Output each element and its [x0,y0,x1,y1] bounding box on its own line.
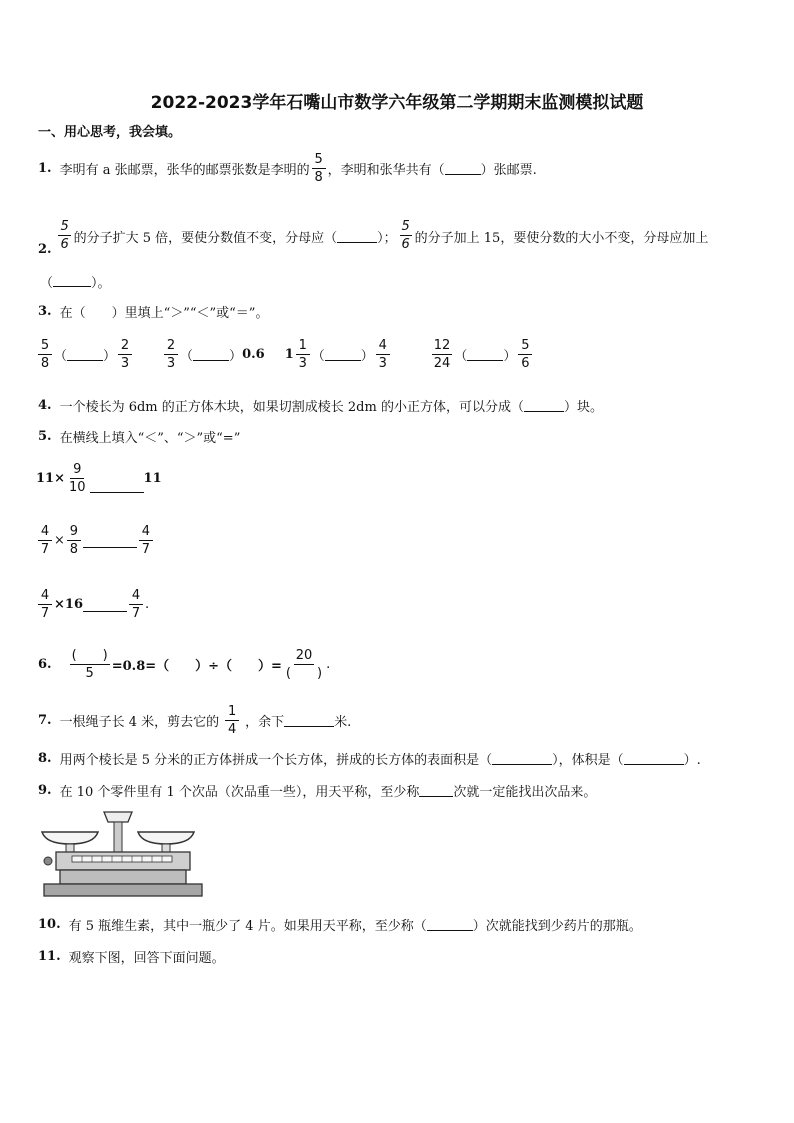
operator: × [54,533,65,548]
fraction [225,704,239,737]
denominator: 24 [433,356,451,371]
answer-blank[interactable] [83,535,137,548]
numerator: 5 [401,219,410,234]
numerator: 5 [312,152,326,169]
numerator: 9 [67,524,81,541]
answer-blank[interactable] [83,599,127,612]
question-number: 8. [38,751,52,766]
period: . [326,657,331,672]
answer-blank[interactable] [492,752,552,765]
numerator: 4 [38,524,52,541]
fraction [376,338,390,371]
numerator: 1 [296,338,310,355]
question-text: ，余下 [245,715,285,730]
section-heading: 一、用心思考，我会填。 [38,125,182,140]
denominator: 3 [298,356,307,371]
answer-blank[interactable] [193,348,229,361]
question-text: ），体积是（ [552,753,624,768]
denominator: 8 [40,356,50,371]
balance-scale-image [38,808,208,900]
answer-blank[interactable] [53,274,91,287]
question-9 [38,781,596,800]
question-number: 7. [38,713,52,728]
question-text: 观察下图，回答下面问题。 [68,951,225,966]
answer-blank[interactable] [337,230,377,243]
period: . [144,597,150,612]
question-text: 在 10 个零件里有 1 个次品（次品重一些），用天平称，至少称 [59,785,420,800]
page-title: 2022-2023学年石嘴山市数学六年级第二学期期末监测模拟试题 [150,93,644,113]
denominator: 7 [40,542,50,557]
paren: ） [503,349,517,364]
numerator-blank[interactable]: ( ) [71,648,108,663]
question-text: 的分子扩大 5 倍，要使分数值不变，分母应（ [73,231,338,246]
question-text: 在（ ）里填上“＞”“＜”或“＝”。 [59,306,269,321]
compare-line-2 [36,524,155,557]
question-1 [38,152,537,185]
denominator: 7 [40,606,50,621]
question-text: 李明有 a 张邮票，张华的邮票张数是李明的 [59,163,310,178]
question-text: ）. [683,753,701,768]
question-number: 4. [38,398,52,413]
numerator: 20 [295,648,313,663]
numerator: 1 [225,704,239,721]
fraction [284,648,324,681]
fraction [118,338,132,371]
denominator: 6 [521,356,530,371]
fraction [58,219,72,252]
question-text: 一个棱长为 6dm 的正方体木块，如果切割成棱长 2dm 的小正方体，可以分成（ [59,400,524,415]
denominator: 3 [166,356,176,371]
fraction [38,524,52,557]
fraction [38,338,52,371]
question-number: 10. [38,917,61,932]
denominator: 8 [314,170,323,185]
answer-blank[interactable] [524,399,564,412]
question-text: 有 5 瓶维生素，其中一瓶少了 4 片。如果用天平称，至少称（ [68,919,427,934]
fraction [518,338,532,371]
answer-blank[interactable] [467,348,503,361]
question-5 [38,427,240,446]
numerator: 2 [164,338,178,355]
question-text: ）。 [91,276,111,291]
fraction [67,462,88,495]
fraction [296,338,310,371]
question-text: ）； [377,231,397,246]
fraction [38,588,52,621]
question-number: 5. [38,429,52,444]
question-6 [38,648,330,681]
whole-number: 1 [284,347,294,362]
question-number: 11. [38,949,61,964]
question-number: 1. [38,161,52,176]
fraction [432,338,453,371]
expression-text: 11 [143,471,162,486]
paren: ） [360,349,374,364]
denominator: 6 [401,237,410,252]
answer-blank[interactable] [419,784,453,797]
question-4 [38,396,603,415]
question-text: ）张邮票. [480,163,537,178]
answer-blank[interactable] [325,348,361,361]
numerator: 4 [376,338,390,355]
question-text: ）块。 [563,400,603,415]
expression-text: 11× [36,471,65,486]
denominator: 5 [85,666,94,681]
paren: （ [180,349,194,364]
paren: （ [311,349,325,364]
question-text: 次就一定能找出次品来。 [453,785,597,800]
denominator: 7 [141,542,151,557]
question-number: 2. [38,242,52,257]
numerator: 4 [129,588,143,605]
question-number: 9. [38,783,52,798]
question-10 [38,915,642,934]
fraction [129,588,143,621]
paren: （ [454,349,468,364]
paren: （ [54,349,68,364]
answer-blank[interactable] [284,714,334,727]
denominator: 4 [227,722,237,737]
answer-blank[interactable] [445,162,481,175]
denominator: 8 [69,542,79,557]
question-text: 在横线上填入“＜”、“＞”或“=” [59,431,241,446]
question-text: ）次就能找到少药片的那瓶。 [472,919,642,934]
question-7 [38,704,351,737]
question-text: ，李明和张华共有（ [327,163,445,178]
compare-line-3 [36,588,149,621]
fraction [139,524,153,557]
numerator: 5 [518,338,532,355]
denominator-blank[interactable]: ( ) [285,666,323,681]
question-text: 的分子加上 15，要使分数的大小不变，分母应加上 [414,231,709,246]
decimal-value: 0.6 [242,347,265,362]
question-3 [38,302,268,321]
answer-blank[interactable] [90,480,144,493]
fraction [70,648,110,681]
numerator: 4 [139,524,153,541]
fraction [164,338,178,371]
denominator: 6 [60,237,69,252]
question-8 [38,749,701,768]
paren: ） [229,349,243,364]
question-text: 用两个棱长是 5 分米的正方体拼成一个长方体，拼成的长方体的表面积是（ [59,753,493,768]
numerator: 9 [70,462,84,479]
numerator: 2 [118,338,132,355]
question-text: 一根绳子长 4 米，剪去它的 [59,715,220,730]
expression-text: ×16 [54,597,83,612]
denominator: 3 [378,356,387,371]
answer-blank[interactable] [67,348,103,361]
numerator: 5 [38,338,52,355]
denominator: 7 [131,606,141,621]
question-2 [38,214,708,257]
answer-blank[interactable] [427,918,473,931]
compare-line-1 [36,462,162,495]
paren: ） [103,349,117,364]
question-text: （ [40,276,54,291]
fraction [67,524,81,557]
denominator: 10 [68,480,86,495]
answer-blank[interactable] [624,752,684,765]
numerator: 4 [38,588,52,605]
expression-text: =0.8=（ ）÷（ ）= [111,659,282,674]
fraction [312,152,326,185]
question-text: 米. [334,715,352,730]
fraction [399,219,413,252]
compare-row [36,338,534,371]
question-11 [38,947,225,966]
numerator: 12 [433,338,451,353]
question-2-continued [40,272,111,291]
denominator: 3 [120,356,130,371]
numerator: 5 [60,219,69,234]
question-number: 3. [38,304,52,319]
question-number: 6. [38,657,52,672]
